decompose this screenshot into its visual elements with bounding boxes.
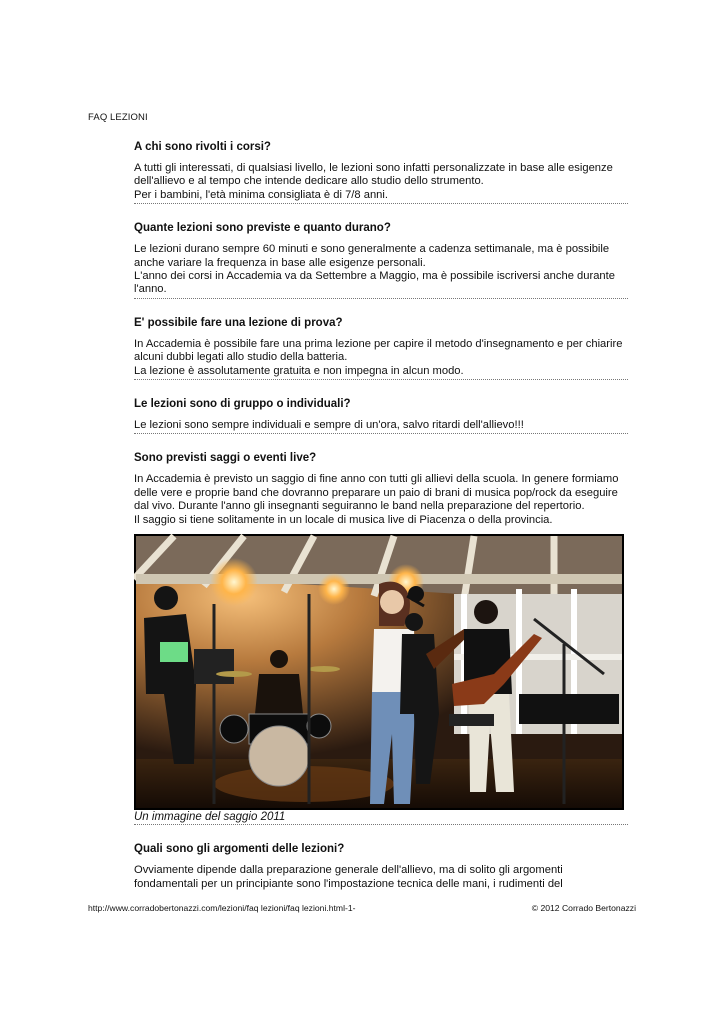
- answer-paragraph: Il saggio si tiene solitamente in un locale di musica live di Piacenza o della provincia.: [134, 513, 553, 526]
- concert-photo: [134, 534, 624, 810]
- faq-item: [134, 397, 628, 434]
- answer-paragraph: In Accademia è possibile fare una prima lezione per capire il metodo d'insegnamento e per chiarire alcuni dubbi legati allo studio della batteria.: [134, 337, 623, 364]
- answer-paragraph: Ovviamente dipende dalla preparazione generale dell'allievo, ma di solito gli argomenti fondamentali per un principiante sono l'impostazione tecnica delle mani, i rudimenti del: [134, 864, 563, 890]
- faq-answer: [134, 473, 628, 528]
- answer-paragraph: Le lezioni sono sempre individuali e sempre di un'ora, salvo ritardi dell'allievo!!!: [134, 419, 524, 432]
- faq-question: A chi sono rivolti i corsi?: [134, 141, 271, 153]
- faq-answer: [134, 864, 628, 892]
- footer-url: [88, 903, 356, 913]
- footer-copyright: © 2012 Corrado Bertonazzi: [531, 903, 636, 913]
- answer-paragraph: Per i bambini, l'età minima consigliata è di 7/8 anni.: [134, 188, 388, 201]
- faq-item: [134, 842, 628, 892]
- faq-answer: [134, 243, 628, 299]
- answer-paragraph: Le lezioni durano sempre 60 minuti e sono generalmente a cadenza settimanale, ma è possibile anche variare la frequenza in base alle esigenze personali.: [134, 243, 610, 269]
- faq-answer: [134, 162, 628, 204]
- faq-answer: [134, 419, 628, 434]
- faq-answer: [134, 338, 628, 380]
- concert-photo-block: [134, 534, 628, 825]
- faq-item: [134, 140, 628, 204]
- page-number: -1-: [344, 903, 356, 913]
- answer-paragraph: La lezione è assolutamente gratuita e non impegna in alcun modo.: [134, 364, 464, 377]
- footer-url-text: http://www.corradobertonazzi.com/lezioni/faq lezioni/faq lezioni.html: [88, 903, 345, 913]
- faq-question: Quali sono gli argomenti delle lezioni?: [134, 843, 345, 856]
- faq-item: [134, 316, 628, 380]
- faq-item: [134, 451, 628, 528]
- page-header-title: FAQ LEZIONI: [88, 112, 148, 123]
- photo-caption: Un immagine del saggio 2011: [134, 810, 628, 825]
- faq-content: [134, 140, 628, 909]
- faq-question: Le lezioni sono di gruppo o individuali?: [134, 398, 351, 411]
- faq-question: Sono previsti saggi o eventi live?: [134, 452, 317, 465]
- answer-paragraph: L'anno dei corsi in Accademia va da Settembre a Maggio, ma è possibile iscriversi anche durante l'anno.: [134, 270, 615, 296]
- answer-paragraph: A tutti gli interessati, di qualsiasi livello, le lezioni sono infatti personalizzate in base alle esigenze dell'allievo e al tempo che intende dedicare allo studio dello strumento.: [134, 162, 613, 188]
- answer-paragraph: In Accademia è previsto un saggio di fine anno con tutti gli allievi della scuola. In genere formiamo delle vere e proprie band che dovranno preparare un paio di brani di musica pop/rock da eseguire dal vivo. Durante l'anno gli insegnanti seguiranno le band nella preparazione del repertorio.: [134, 473, 619, 513]
- faq-question: E' possibile fare una lezione di prova?: [134, 316, 343, 329]
- faq-item: [134, 221, 628, 299]
- faq-question: Quante lezioni sono previste e quanto durano?: [134, 222, 391, 235]
